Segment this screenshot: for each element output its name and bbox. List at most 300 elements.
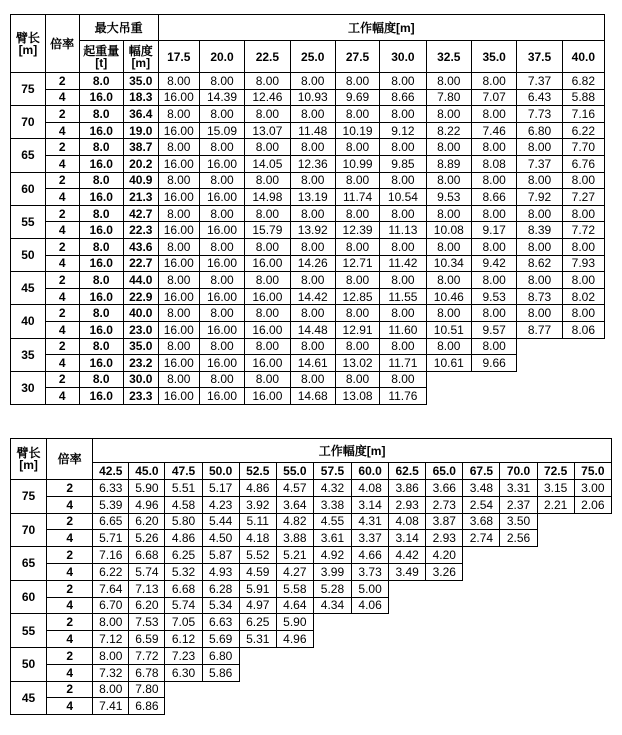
capacity-cell: 7.16 bbox=[562, 106, 604, 123]
capacity-cell: 7.07 bbox=[471, 89, 516, 106]
capacity-cell: 15.79 bbox=[245, 222, 290, 239]
empty-cell bbox=[426, 681, 463, 698]
capacity-cell: 16.00 bbox=[158, 388, 199, 405]
empty-cell bbox=[426, 614, 463, 631]
capacity-cell: 3.68 bbox=[463, 513, 500, 530]
ratio-cell: 2 bbox=[47, 580, 93, 597]
radius-cell: 23.2 bbox=[123, 355, 158, 372]
empty-cell bbox=[463, 631, 500, 648]
empty-cell bbox=[313, 698, 351, 715]
capacity-cell: 3.48 bbox=[463, 480, 500, 497]
capacity-cell: 4.23 bbox=[202, 496, 239, 513]
capacity-cell: 8.00 bbox=[158, 205, 199, 222]
capacity-cell: 8.00 bbox=[290, 305, 335, 322]
capacity-cell: 9.66 bbox=[471, 355, 516, 372]
radius-column-header: 45.0 bbox=[129, 463, 165, 480]
capacity-cell: 8.00 bbox=[199, 371, 244, 388]
table-row bbox=[11, 205, 605, 222]
capacity-cell: 7.37 bbox=[517, 73, 562, 90]
capacity-cell: 6.70 bbox=[93, 597, 129, 614]
capacity-cell: 2.93 bbox=[426, 530, 463, 547]
capacity-cell: 3.66 bbox=[426, 480, 463, 497]
radius-subheader: 幅度 [m] bbox=[123, 41, 158, 73]
capacity-cell: 4.64 bbox=[276, 597, 313, 614]
radius-cell: 30.0 bbox=[123, 371, 158, 388]
capacity-cell: 11.60 bbox=[380, 321, 426, 338]
arm-length-cell: 65 bbox=[11, 547, 47, 581]
capacity-cell: 6.12 bbox=[165, 631, 202, 648]
empty-cell bbox=[562, 355, 604, 372]
capacity-cell: 2.93 bbox=[389, 496, 426, 513]
capacity-cell: 10.34 bbox=[426, 255, 471, 272]
capacity-cell: 8.00 bbox=[199, 338, 244, 355]
capacity-cell: 9.17 bbox=[471, 222, 516, 239]
capacity-cell: 16.00 bbox=[158, 89, 199, 106]
capacity-cell: 7.80 bbox=[129, 681, 165, 698]
capacity-cell: 8.00 bbox=[471, 272, 516, 289]
capacity-cell: 10.51 bbox=[426, 321, 471, 338]
load-cell: 16.0 bbox=[79, 89, 123, 106]
radius-column-header: 70.0 bbox=[500, 463, 537, 480]
capacity-cell: 4.18 bbox=[239, 530, 276, 547]
capacity-cell: 8.62 bbox=[517, 255, 562, 272]
arm-length-cell: 45 bbox=[11, 681, 47, 715]
empty-cell bbox=[426, 371, 471, 388]
capacity-cell: 8.00 bbox=[245, 172, 290, 189]
empty-cell bbox=[313, 681, 351, 698]
empty-cell bbox=[562, 338, 604, 355]
table-row bbox=[11, 530, 612, 547]
empty-cell bbox=[202, 698, 239, 715]
empty-cell bbox=[276, 698, 313, 715]
capacity-cell: 4.82 bbox=[276, 513, 313, 530]
capacity-cell: 8.00 bbox=[426, 272, 471, 289]
capacity-cell: 8.00 bbox=[380, 305, 426, 322]
capacity-cell: 8.39 bbox=[517, 222, 562, 239]
load-cell: 16.0 bbox=[79, 255, 123, 272]
capacity-cell: 4.32 bbox=[313, 480, 351, 497]
ratio-cell: 4 bbox=[45, 222, 79, 239]
capacity-cell: 8.02 bbox=[562, 288, 604, 305]
capacity-cell: 12.36 bbox=[290, 155, 335, 172]
table-row bbox=[11, 647, 612, 664]
empty-cell bbox=[517, 338, 562, 355]
table-row bbox=[11, 155, 605, 172]
table-row bbox=[11, 222, 605, 239]
empty-cell bbox=[500, 580, 537, 597]
empty-cell bbox=[463, 563, 500, 580]
capacity-cell: 5.51 bbox=[165, 480, 202, 497]
empty-cell bbox=[276, 647, 313, 664]
capacity-cell: 5.26 bbox=[129, 530, 165, 547]
capacity-cell: 16.00 bbox=[199, 155, 244, 172]
capacity-cell: 8.00 bbox=[290, 139, 335, 156]
capacity-cell: 16.00 bbox=[245, 255, 290, 272]
ratio-cell: 4 bbox=[47, 530, 93, 547]
empty-cell bbox=[426, 388, 471, 405]
capacity-cell: 16.00 bbox=[158, 222, 199, 239]
capacity-cell: 6.82 bbox=[562, 73, 604, 90]
capacity-cell: 8.00 bbox=[158, 238, 199, 255]
arm-length-cell: 40 bbox=[11, 305, 46, 338]
table-row bbox=[11, 681, 612, 698]
table-row bbox=[11, 563, 612, 580]
capacity-cell: 8.00 bbox=[245, 205, 290, 222]
radius-column-header: 62.5 bbox=[389, 463, 426, 480]
capacity-cell: 10.08 bbox=[426, 222, 471, 239]
capacity-cell: 7.41 bbox=[93, 698, 129, 715]
capacity-cell: 3.31 bbox=[500, 480, 537, 497]
capacity-cell: 5.52 bbox=[239, 547, 276, 564]
capacity-cell: 8.00 bbox=[380, 238, 426, 255]
capacity-cell: 5.88 bbox=[562, 89, 604, 106]
radius-column-header: 30.0 bbox=[380, 41, 426, 73]
table-row bbox=[11, 664, 612, 681]
capacity-cell: 3.49 bbox=[389, 563, 426, 580]
capacity-cell: 6.59 bbox=[129, 631, 165, 648]
radius-cell: 19.0 bbox=[123, 122, 158, 139]
capacity-cell: 9.85 bbox=[380, 155, 426, 172]
empty-cell bbox=[389, 614, 426, 631]
ratio-cell: 4 bbox=[45, 89, 79, 106]
arm-length-cell: 75 bbox=[11, 73, 46, 106]
capacity-cell: 6.68 bbox=[165, 580, 202, 597]
ratio-cell: 2 bbox=[47, 547, 93, 564]
ratio-cell: 2 bbox=[45, 272, 79, 289]
radius-column-header: 75.0 bbox=[574, 463, 611, 480]
capacity-cell: 6.22 bbox=[562, 122, 604, 139]
capacity-cell: 8.00 bbox=[562, 305, 604, 322]
load-cell: 16.0 bbox=[79, 222, 123, 239]
capacity-cell: 16.00 bbox=[245, 288, 290, 305]
capacity-cell: 8.00 bbox=[290, 272, 335, 289]
capacity-cell: 8.08 bbox=[471, 155, 516, 172]
load-cell: 8.0 bbox=[79, 272, 123, 289]
capacity-cell: 8.00 bbox=[335, 305, 379, 322]
capacity-cell: 6.25 bbox=[239, 614, 276, 631]
radius-column-header: 37.5 bbox=[517, 41, 562, 73]
capacity-cell: 5.90 bbox=[129, 480, 165, 497]
radius-cell: 36.4 bbox=[123, 106, 158, 123]
empty-cell bbox=[463, 681, 500, 698]
capacity-cell: 10.19 bbox=[335, 122, 379, 139]
capacity-cell: 8.00 bbox=[517, 305, 562, 322]
capacity-cell: 6.22 bbox=[93, 563, 129, 580]
capacity-cell: 3.15 bbox=[537, 480, 574, 497]
radius-column-header: 65.0 bbox=[426, 463, 463, 480]
capacity-cell: 4.58 bbox=[165, 496, 202, 513]
empty-cell bbox=[165, 698, 202, 715]
empty-cell bbox=[389, 580, 426, 597]
capacity-cell: 8.00 bbox=[471, 73, 516, 90]
capacity-cell: 8.00 bbox=[380, 139, 426, 156]
capacity-cell: 5.74 bbox=[129, 563, 165, 580]
empty-cell bbox=[517, 388, 562, 405]
empty-cell bbox=[426, 664, 463, 681]
capacity-cell: 8.00 bbox=[471, 205, 516, 222]
load-cell: 8.0 bbox=[79, 305, 123, 322]
empty-cell bbox=[537, 614, 574, 631]
capacity-cell: 8.00 bbox=[199, 205, 244, 222]
ratio-cell: 4 bbox=[45, 122, 79, 139]
ratio-cell: 2 bbox=[47, 681, 93, 698]
radius-column-header: 42.5 bbox=[93, 463, 129, 480]
radius-cell: 20.2 bbox=[123, 155, 158, 172]
capacity-cell: 8.00 bbox=[290, 205, 335, 222]
load-cell: 16.0 bbox=[79, 355, 123, 372]
load-cell: 16.0 bbox=[79, 388, 123, 405]
arm-length-header: 臂长 [m] bbox=[11, 15, 46, 73]
table-row bbox=[11, 73, 605, 90]
empty-cell bbox=[574, 614, 611, 631]
empty-cell bbox=[500, 547, 537, 564]
capacity-cell: 14.98 bbox=[245, 189, 290, 206]
capacity-cell: 8.00 bbox=[426, 139, 471, 156]
table-row bbox=[11, 355, 605, 372]
empty-cell bbox=[537, 530, 574, 547]
empty-cell bbox=[389, 597, 426, 614]
capacity-cell: 8.00 bbox=[290, 73, 335, 90]
capacity-cell: 6.33 bbox=[93, 480, 129, 497]
arm-length-cell: 50 bbox=[11, 238, 46, 271]
capacity-cell: 12.85 bbox=[335, 288, 379, 305]
capacity-cell: 5.44 bbox=[202, 513, 239, 530]
ratio-cell: 4 bbox=[45, 255, 79, 272]
radius-cell: 23.0 bbox=[123, 321, 158, 338]
capacity-cell: 8.00 bbox=[471, 172, 516, 189]
capacity-cell: 8.00 bbox=[245, 238, 290, 255]
capacity-cell: 5.91 bbox=[239, 580, 276, 597]
capacity-cell: 8.00 bbox=[290, 172, 335, 189]
capacity-cell: 6.63 bbox=[202, 614, 239, 631]
radius-cell: 44.0 bbox=[123, 272, 158, 289]
ratio-cell: 2 bbox=[45, 139, 79, 156]
capacity-cell: 5.58 bbox=[276, 580, 313, 597]
empty-cell bbox=[463, 614, 500, 631]
capacity-cell: 8.00 bbox=[199, 272, 244, 289]
empty-cell bbox=[537, 664, 574, 681]
ratio-cell: 4 bbox=[45, 189, 79, 206]
capacity-cell: 8.00 bbox=[335, 73, 379, 90]
empty-cell bbox=[517, 371, 562, 388]
capacity-cell: 10.54 bbox=[380, 189, 426, 206]
empty-cell bbox=[202, 681, 239, 698]
empty-cell bbox=[537, 547, 574, 564]
table-row bbox=[11, 547, 612, 564]
capacity-cell: 8.00 bbox=[471, 106, 516, 123]
capacity-cell: 4.97 bbox=[239, 597, 276, 614]
capacity-cell: 8.00 bbox=[93, 614, 129, 631]
capacity-cell: 4.59 bbox=[239, 563, 276, 580]
ratio-cell: 2 bbox=[47, 480, 93, 497]
radius-cell: 35.0 bbox=[123, 73, 158, 90]
arm-length-cell: 75 bbox=[11, 480, 47, 514]
capacity-cell: 3.14 bbox=[352, 496, 389, 513]
empty-cell bbox=[562, 371, 604, 388]
empty-cell bbox=[537, 597, 574, 614]
capacity-cell: 5.80 bbox=[165, 513, 202, 530]
load-chart-table-1 bbox=[10, 14, 605, 405]
capacity-cell: 14.26 bbox=[290, 255, 335, 272]
empty-cell bbox=[574, 698, 611, 715]
empty-cell bbox=[352, 631, 389, 648]
capacity-cell: 2.06 bbox=[574, 496, 611, 513]
empty-cell bbox=[389, 631, 426, 648]
capacity-cell: 5.74 bbox=[165, 597, 202, 614]
empty-cell bbox=[352, 664, 389, 681]
max-load-header: 最大吊重 bbox=[79, 15, 158, 41]
arm-length-cell: 35 bbox=[11, 338, 46, 371]
radius-column-header: 72.5 bbox=[537, 463, 574, 480]
radius-cell: 21.3 bbox=[123, 189, 158, 206]
load-cell: 8.0 bbox=[79, 139, 123, 156]
capacity-cell: 8.00 bbox=[380, 172, 426, 189]
capacity-cell: 5.28 bbox=[313, 580, 351, 597]
ratio-cell: 2 bbox=[45, 172, 79, 189]
capacity-cell: 16.00 bbox=[158, 155, 199, 172]
arm-length-cell: 70 bbox=[11, 513, 47, 547]
capacity-cell: 16.00 bbox=[199, 288, 244, 305]
capacity-cell: 8.00 bbox=[335, 238, 379, 255]
capacity-cell: 9.53 bbox=[426, 189, 471, 206]
capacity-cell: 16.00 bbox=[199, 321, 244, 338]
capacity-cell: 8.00 bbox=[290, 371, 335, 388]
ratio-cell: 2 bbox=[47, 614, 93, 631]
load-cell: 16.0 bbox=[79, 189, 123, 206]
empty-cell bbox=[463, 597, 500, 614]
capacity-cell: 8.00 bbox=[245, 272, 290, 289]
capacity-cell: 3.87 bbox=[426, 513, 463, 530]
capacity-cell: 5.86 bbox=[202, 664, 239, 681]
capacity-cell: 10.99 bbox=[335, 155, 379, 172]
capacity-cell: 6.68 bbox=[129, 547, 165, 564]
empty-cell bbox=[313, 647, 351, 664]
ratio-cell: 2 bbox=[47, 647, 93, 664]
capacity-cell: 8.00 bbox=[380, 338, 426, 355]
capacity-cell: 8.00 bbox=[380, 272, 426, 289]
radius-cell: 23.3 bbox=[123, 388, 158, 405]
capacity-cell: 7.05 bbox=[165, 614, 202, 631]
working-radius-header: 工作幅度[m] bbox=[93, 439, 612, 463]
capacity-cell: 8.66 bbox=[380, 89, 426, 106]
capacity-cell: 4.20 bbox=[426, 547, 463, 564]
table-row bbox=[11, 255, 605, 272]
empty-cell bbox=[537, 647, 574, 664]
capacity-cell: 7.72 bbox=[129, 647, 165, 664]
capacity-cell: 6.25 bbox=[165, 547, 202, 564]
capacity-cell: 4.57 bbox=[276, 480, 313, 497]
capacity-cell: 5.17 bbox=[202, 480, 239, 497]
capacity-cell: 5.34 bbox=[202, 597, 239, 614]
radius-column-header: 17.5 bbox=[158, 41, 199, 73]
capacity-cell: 8.00 bbox=[158, 106, 199, 123]
capacity-cell: 4.96 bbox=[129, 496, 165, 513]
capacity-cell: 8.00 bbox=[471, 338, 516, 355]
empty-cell bbox=[463, 664, 500, 681]
radius-cell: 42.7 bbox=[123, 205, 158, 222]
empty-cell bbox=[574, 580, 611, 597]
capacity-cell: 6.43 bbox=[517, 89, 562, 106]
load-cell: 8.0 bbox=[79, 73, 123, 90]
empty-cell bbox=[500, 631, 537, 648]
table-row bbox=[11, 631, 612, 648]
empty-cell bbox=[239, 698, 276, 715]
capacity-cell: 7.46 bbox=[471, 122, 516, 139]
radius-cell: 38.7 bbox=[123, 139, 158, 156]
capacity-cell: 16.00 bbox=[245, 388, 290, 405]
radius-column-header: 57.5 bbox=[313, 463, 351, 480]
capacity-cell: 11.48 bbox=[290, 122, 335, 139]
empty-cell bbox=[463, 580, 500, 597]
capacity-cell: 8.00 bbox=[517, 238, 562, 255]
empty-cell bbox=[500, 614, 537, 631]
table-row bbox=[11, 189, 605, 206]
radius-column-header: 60.0 bbox=[352, 463, 389, 480]
capacity-cell: 7.70 bbox=[562, 139, 604, 156]
arm-length-cell: 55 bbox=[11, 205, 46, 238]
empty-cell bbox=[562, 388, 604, 405]
capacity-cell: 7.32 bbox=[93, 664, 129, 681]
table-row bbox=[11, 238, 605, 255]
empty-cell bbox=[463, 698, 500, 715]
capacity-cell: 16.00 bbox=[158, 255, 199, 272]
capacity-cell: 8.00 bbox=[93, 647, 129, 664]
capacity-cell: 9.12 bbox=[380, 122, 426, 139]
empty-cell bbox=[313, 631, 351, 648]
arm-length-cell: 50 bbox=[11, 647, 47, 681]
capacity-cell: 8.00 bbox=[158, 272, 199, 289]
empty-cell bbox=[389, 681, 426, 698]
capacity-cell: 8.06 bbox=[562, 321, 604, 338]
table-row bbox=[11, 139, 605, 156]
empty-cell bbox=[426, 580, 463, 597]
table-row bbox=[11, 288, 605, 305]
table-row bbox=[11, 614, 612, 631]
ratio-cell: 2 bbox=[45, 73, 79, 90]
empty-cell bbox=[426, 647, 463, 664]
ratio-cell: 4 bbox=[47, 496, 93, 513]
load-cell: 16.0 bbox=[79, 321, 123, 338]
capacity-cell: 16.00 bbox=[158, 189, 199, 206]
capacity-cell: 6.78 bbox=[129, 664, 165, 681]
capacity-cell: 7.80 bbox=[426, 89, 471, 106]
radius-column-header: 35.0 bbox=[471, 41, 516, 73]
table-row bbox=[11, 338, 605, 355]
ratio-cell: 4 bbox=[47, 664, 93, 681]
capacity-cell: 2.37 bbox=[500, 496, 537, 513]
capacity-cell: 8.00 bbox=[517, 172, 562, 189]
load-cell: 8.0 bbox=[79, 106, 123, 123]
radius-column-header: 25.0 bbox=[290, 41, 335, 73]
capacity-cell: 8.00 bbox=[245, 106, 290, 123]
capacity-cell: 14.48 bbox=[290, 321, 335, 338]
load-cell: 8.0 bbox=[79, 371, 123, 388]
empty-cell bbox=[574, 597, 611, 614]
empty-cell bbox=[574, 530, 611, 547]
capacity-cell: 7.37 bbox=[517, 155, 562, 172]
capacity-cell: 5.32 bbox=[165, 563, 202, 580]
capacity-cell: 4.31 bbox=[352, 513, 389, 530]
capacity-cell: 14.05 bbox=[245, 155, 290, 172]
capacity-cell: 5.69 bbox=[202, 631, 239, 648]
capacity-cell: 8.00 bbox=[290, 238, 335, 255]
load-cell: 8.0 bbox=[79, 238, 123, 255]
load-cell: 16.0 bbox=[79, 122, 123, 139]
capacity-cell: 7.93 bbox=[562, 255, 604, 272]
capacity-cell: 4.93 bbox=[202, 563, 239, 580]
capacity-cell: 8.89 bbox=[426, 155, 471, 172]
empty-cell bbox=[500, 647, 537, 664]
